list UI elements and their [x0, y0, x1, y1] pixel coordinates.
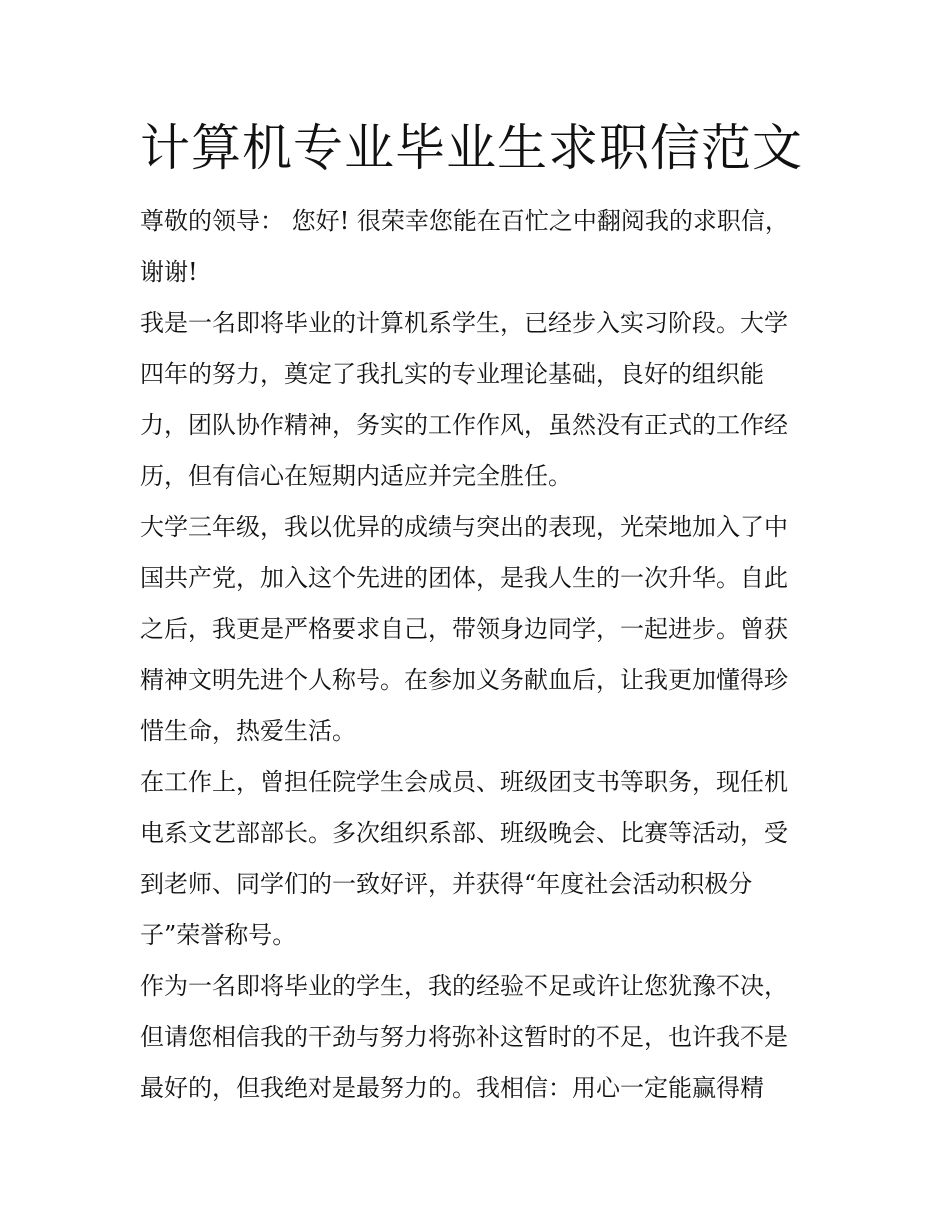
text-line: 惜生命，热爱生活。: [140, 717, 356, 745]
text-line: 力，团队协作精神，务实的工作作风，虽然没有正式的工作经: [140, 411, 788, 439]
text-line: 但请您相信我的干劲与努力将弥补这暂时的不足，也许我不是: [140, 1023, 788, 1051]
text-line: 国共产党，加入这个先进的团体，是我人生的一次升华。自此: [140, 564, 788, 592]
text-line: 精神文明先进个人称号。在参加义务献血后，让我更加懂得珍: [140, 666, 788, 694]
text-line: 尊敬的领导： 您好! 很荣幸您能在百忙之中翻阅我的求职信，: [140, 207, 789, 235]
letter-body: [140, 196, 815, 1114]
text-line: 作为一名即将毕业的学生，我的经验不足或许让您犹豫不决，: [140, 972, 788, 1000]
text-line: 我是一名即将毕业的计算机系学生，已经步入实习阶段。大学: [140, 309, 788, 337]
text-line: 大学三年级，我以优异的成绩与突出的表现，光荣地加入了中: [140, 513, 788, 541]
text-line: 子”荣誉称号。: [140, 921, 297, 949]
page-title: 计算机专业毕业生求职信范文: [140, 119, 803, 177]
text-line: 最好的，但我绝对是最努力的。我相信：用心一定能赢得精: [140, 1074, 764, 1102]
text-line: 历，但有信心在短期内适应并完全胜任。: [140, 462, 572, 490]
text-line: 到老师、同学们的一致好评，并获得“年度社会活动积极分: [140, 870, 753, 898]
text-line: 在工作上，曾担任院学生会成员、班级团支书等职务，现任机: [140, 768, 788, 796]
text-line: 谢谢!: [140, 258, 198, 286]
text-line: 电系文艺部部长。多次组织系部、班级晚会、比赛等活动，受: [140, 819, 788, 847]
text-line: 四年的努力，奠定了我扎实的专业理论基础，良好的组织能: [140, 360, 764, 388]
document-page: [140, 112, 815, 1114]
text-line: 之后，我更是严格要求自己，带领身边同学，一起进步。曾获: [140, 615, 788, 643]
